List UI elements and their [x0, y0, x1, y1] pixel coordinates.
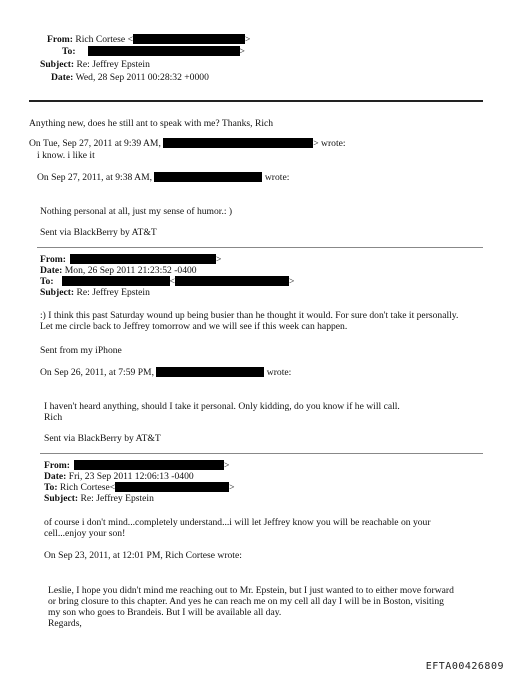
message-text: cell...enjoy your son! — [44, 528, 126, 539]
signature: Sent via BlackBerry by AT&T — [44, 433, 161, 444]
header-subject-row — [44, 493, 154, 504]
redaction-bar — [74, 460, 224, 470]
date-text: Wed, 28 Sep 2011 00:28:32 +0000 — [75, 72, 209, 83]
quote-attribution — [37, 172, 289, 183]
quoted-text: Nothing personal at all, just my sense of humor.: ) — [40, 206, 233, 217]
message-text: Anything new, does he still ant to speak with me? Thanks, Rich — [29, 118, 274, 129]
message-text: of course i don't mind...completely understand...i will let Jeffrey know you will be reachable on your — [44, 517, 431, 528]
redaction-bar — [154, 172, 262, 182]
bracket: > — [244, 34, 251, 45]
date-label: Date: — [40, 265, 63, 276]
from-label: From: — [47, 34, 73, 45]
redaction-bar — [133, 34, 245, 44]
attribution-text: On Sep 26, 2011, at 7:59 PM, — [40, 367, 154, 378]
quoted-text: or bring closure to this chapter. And yes he can reach me on my cell all day I will be in Boston, visiting — [48, 596, 444, 607]
from-label: From: — [44, 460, 70, 471]
subject-text: Re: Jeffrey Epstein — [80, 493, 154, 504]
subject-label: Subject: — [44, 493, 79, 504]
redaction-bar — [70, 254, 216, 264]
message-text: Let me circle back to Jeffrey tomorrow and we will see if this week can happen. — [40, 321, 348, 332]
bracket: > — [288, 276, 295, 287]
from-label: From: — [40, 254, 66, 265]
header-to-row — [44, 482, 235, 493]
quoted-text: Rich — [44, 412, 63, 423]
bracket: > — [239, 46, 245, 57]
subject-text: Re: Jeffrey Epstein — [76, 287, 150, 298]
attribution-wrote: > wrote: — [313, 138, 346, 149]
attribution-text: On Tue, Sep 27, 2011 at 9:39 AM, — [29, 138, 161, 149]
header-date-row — [44, 471, 194, 482]
from-name: Rich Cortese < — [75, 34, 133, 45]
to-name: Rich Cortese< — [59, 482, 116, 493]
redaction-bar — [115, 482, 229, 492]
to-label: To: — [44, 482, 58, 493]
header-from-row — [44, 460, 229, 471]
redaction-bar — [88, 46, 240, 56]
bracket: < — [169, 276, 175, 287]
quoted-text: my son who goes to Brandeis. But I will be available all day. — [48, 607, 282, 618]
date-text: Fri, 23 Sep 2011 12:06:13 -0400 — [68, 471, 194, 482]
quote-attribution — [29, 138, 346, 149]
attribution-text: On Sep 27, 2011, at 9:38 AM, — [37, 172, 153, 183]
redaction-bar — [62, 276, 170, 286]
header-date-row — [51, 72, 209, 83]
document-id-stamp: EFTA00426809 — [425, 661, 504, 672]
quoted-text: I haven't heard anything, should I take it personal. Only kidding, do you know if he will call. — [44, 401, 400, 412]
header-subject-row — [40, 287, 150, 298]
subject-text: Re: Jeffrey Epstein — [76, 59, 150, 70]
header-divider — [29, 100, 483, 102]
message-divider — [37, 247, 483, 248]
header-from-row — [40, 254, 221, 265]
quote-attribution: On Sep 23, 2011, at 12:01 PM, Rich Cortese wrote: — [44, 550, 242, 561]
bracket: > — [229, 482, 235, 493]
header-date-row — [40, 265, 197, 276]
date-text: Mon, 26 Sep 2011 21:23:52 -0400 — [64, 265, 197, 276]
signature: Sent from my iPhone — [40, 345, 122, 356]
bracket: > — [215, 254, 222, 265]
to-label: To: — [62, 46, 76, 57]
date-label: Date: — [44, 471, 67, 482]
signature: Sent via BlackBerry by AT&T — [40, 227, 157, 238]
header-to-row — [62, 46, 245, 57]
header-to-row — [40, 276, 294, 287]
quoted-text: Regards, — [48, 618, 82, 629]
date-label: Date: — [51, 72, 74, 83]
quoted-text: Leslie, I hope you didn't mind me reaching out to Mr. Epstein, but I just wanted to to either move forward — [48, 585, 454, 596]
quoted-text: i know. i like it — [37, 150, 95, 161]
redaction-bar — [163, 138, 313, 148]
subject-label: Subject: — [40, 287, 75, 298]
redaction-bar — [175, 276, 289, 286]
quote-attribution — [40, 367, 291, 378]
header-from-row — [47, 34, 250, 45]
attribution-wrote: wrote: — [266, 367, 292, 378]
subject-label: Subject: — [40, 59, 75, 70]
message-divider — [40, 453, 483, 454]
to-label: To: — [40, 276, 54, 287]
header-subject-row — [40, 59, 150, 70]
redaction-bar — [156, 367, 264, 377]
message-text: :) I think this past Saturday wound up being busier than he thought it would. For sure don't take it personally. — [40, 310, 459, 321]
bracket: > — [223, 460, 230, 471]
attribution-wrote: wrote: — [264, 172, 290, 183]
